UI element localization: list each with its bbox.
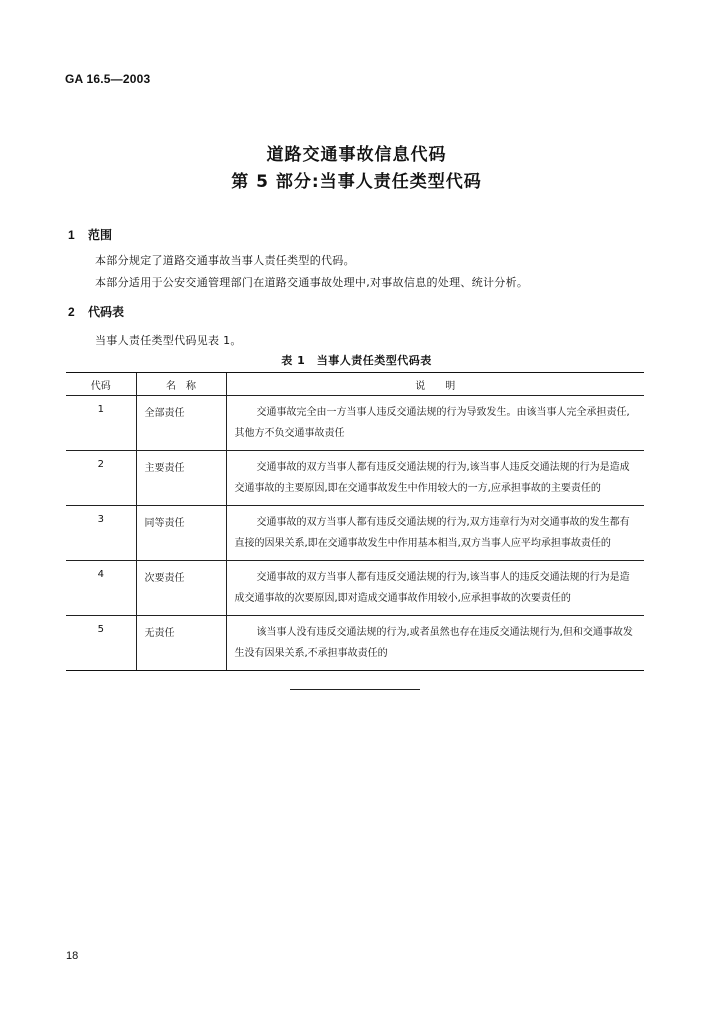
header-name: 名 称: [136, 373, 226, 396]
cell-name: 次要责任: [136, 561, 226, 616]
section-heading-scope: [68, 226, 112, 243]
page-number: 18: [66, 950, 79, 962]
paragraph: 本部分规定了道路交通事故当事人责任类型的代码。: [95, 254, 355, 267]
cell-description: 交通事故的双方当事人都有违反交通法规的行为,该当事人违反交通法规的行为是造成交通事故的主要原因,即在交通事故发生中作用较大的一方,应承担事故的主要责任的: [226, 451, 644, 506]
standard-code: GA 16.5—2003: [65, 72, 151, 86]
table-row: [66, 506, 644, 561]
table-row: [66, 616, 644, 671]
section-title: 代码表: [88, 305, 125, 319]
header-code: 代码: [66, 373, 136, 396]
cell-name: 全部责任: [136, 396, 226, 451]
table-row: [66, 396, 644, 451]
section-title: 范围: [88, 228, 113, 242]
cell-name: 主要责任: [136, 451, 226, 506]
cell-code: 2: [66, 451, 136, 506]
table-row: [66, 561, 644, 616]
table-header-row: [66, 373, 644, 396]
cell-name: 同等责任: [136, 506, 226, 561]
cell-code: 4: [66, 561, 136, 616]
paragraph: 本部分适用于公安交通管理部门在道路交通事故处理中,对事故信息的处理、统计分析。: [95, 276, 529, 289]
table-row: [66, 451, 644, 506]
document-subtitle: 第 5 部分:当事人责任类型代码: [231, 172, 482, 192]
cell-description: 交通事故的双方当事人都有违反交通法规的行为,双方违章行为对交通事故的发生都有直接的因果关系,即在交通事故发生中作用基本相当,双方当事人应平均承担事故责任的: [226, 506, 644, 561]
section-number: 2: [68, 305, 75, 319]
paragraph: 当事人责任类型代码见表 1。: [95, 334, 242, 347]
cell-name: 无责任: [136, 616, 226, 671]
cell-description: 该当事人没有违反交通法规的行为,或者虽然也存在违反交通法规行为,但和交通事故发生没有因果关系,不承担事故责任的: [226, 616, 644, 671]
header-description: 说 明: [226, 373, 644, 396]
cell-code: 3: [66, 506, 136, 561]
cell-description: 交通事故的双方当事人都有违反交通法规的行为,该当事人的违反交通法规的行为是造成交通事故的次要原因,即对造成交通事故作用较小,应承担事故的次要责任的: [226, 561, 644, 616]
section-heading-code-table: [68, 303, 124, 320]
cell-code: 1: [66, 396, 136, 451]
table-caption: 表 1 当事人责任类型代码表: [281, 354, 432, 367]
responsibility-code-table: [66, 372, 644, 671]
document-title: 道路交通事故信息代码: [266, 145, 447, 165]
cell-code: 5: [66, 616, 136, 671]
cell-description: 交通事故完全由一方当事人违反交通法规的行为导致发生。由该当事人完全承担责任,其他方不负交通事故责任: [226, 396, 644, 451]
section-number: 1: [68, 228, 75, 242]
end-rule: [290, 689, 420, 690]
